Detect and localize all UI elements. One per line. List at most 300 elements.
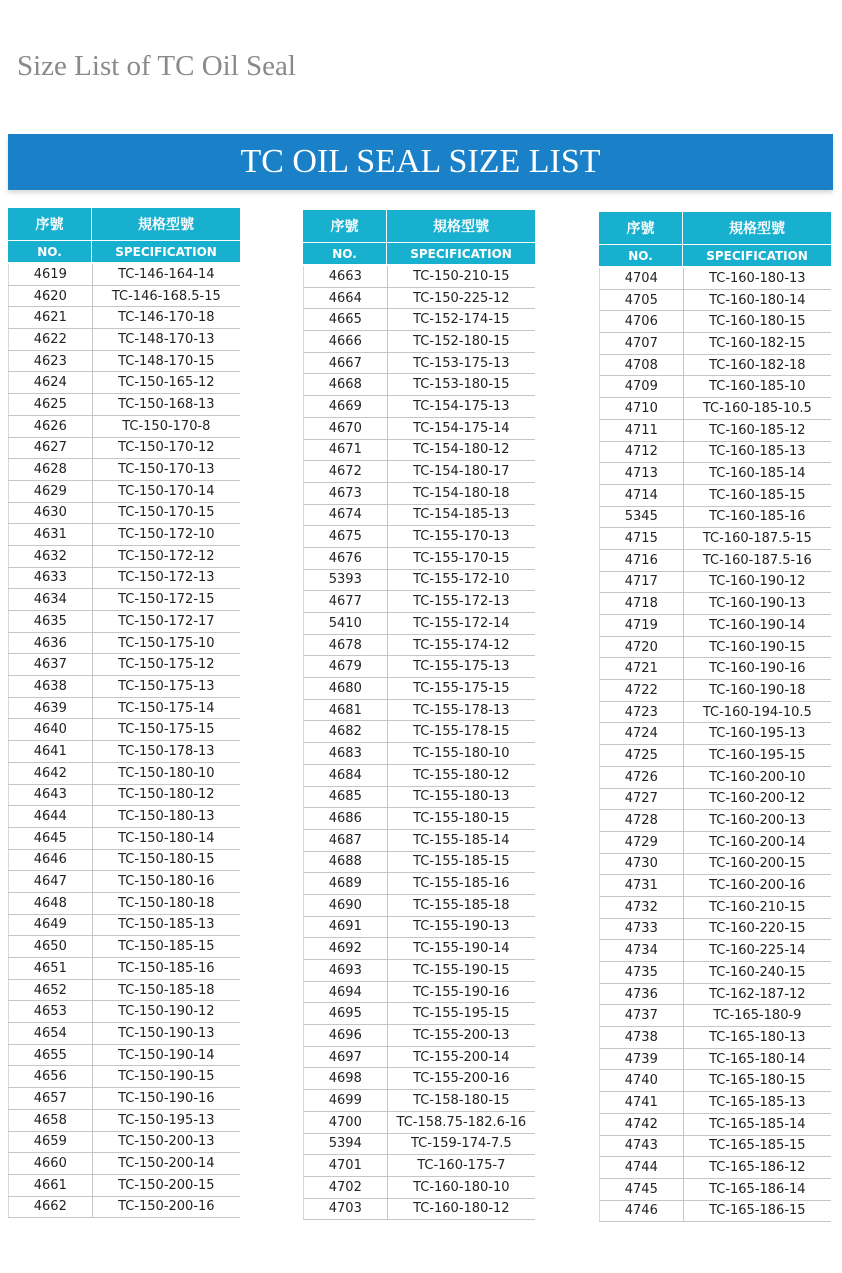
row-specification: TC-160-190-18 bbox=[709, 682, 806, 698]
row-number: 4634 bbox=[8, 589, 93, 610]
table-row bbox=[8, 893, 240, 915]
row-number: 4641 bbox=[8, 741, 93, 762]
row-specification: TC-165-180-13 bbox=[709, 1029, 806, 1045]
row-number: 5345 bbox=[599, 507, 684, 528]
table-body bbox=[8, 264, 240, 1218]
row-number: 4737 bbox=[599, 1005, 684, 1026]
table-row bbox=[8, 850, 240, 872]
row-number: 5394 bbox=[303, 1134, 388, 1155]
row-number: 4660 bbox=[8, 1153, 93, 1174]
row-number: 4712 bbox=[599, 442, 684, 463]
row-specification: TC-150-175-14 bbox=[118, 700, 215, 716]
banner-title: TC OIL SEAL SIZE LIST bbox=[240, 143, 601, 180]
row-specification: TC-150-190-12 bbox=[118, 1004, 215, 1020]
row-number: 4656 bbox=[8, 1066, 93, 1087]
table-row bbox=[8, 1110, 240, 1132]
row-number: 4732 bbox=[599, 897, 684, 918]
row-specification: TC-146-170-18 bbox=[118, 310, 215, 326]
row-number: 4670 bbox=[303, 418, 388, 439]
row-specification: TC-150-180-13 bbox=[118, 809, 215, 825]
row-specification: TC-155-180-13 bbox=[413, 789, 510, 805]
table-row bbox=[8, 459, 240, 481]
row-number: 4651 bbox=[8, 958, 93, 979]
table-row bbox=[599, 810, 831, 832]
row-number: 4643 bbox=[8, 785, 93, 806]
row-specification: TC-150-185-15 bbox=[118, 939, 215, 955]
table-row bbox=[303, 635, 535, 657]
row-number: 4647 bbox=[8, 871, 93, 892]
table-row bbox=[303, 960, 535, 982]
table-row bbox=[303, 765, 535, 787]
row-number: 4703 bbox=[303, 1199, 388, 1220]
table-row bbox=[599, 1114, 831, 1136]
row-specification: TC-148-170-13 bbox=[118, 331, 215, 347]
row-specification: TC-160-190-15 bbox=[709, 639, 806, 655]
row-specification: TC-160-210-15 bbox=[709, 899, 806, 915]
row-specification: TC-154-180-17 bbox=[413, 464, 510, 480]
table-row bbox=[8, 980, 240, 1002]
row-specification: TC-165-186-14 bbox=[709, 1181, 806, 1197]
row-number: 4649 bbox=[8, 915, 93, 936]
row-specification: TC-150-180-10 bbox=[118, 765, 215, 781]
row-number: 4678 bbox=[303, 635, 388, 656]
row-specification: TC-155-185-16 bbox=[413, 876, 510, 892]
header-spec-en: SPECIFICATION bbox=[92, 241, 240, 262]
row-specification: TC-155-175-15 bbox=[413, 680, 510, 696]
row-number: 4665 bbox=[303, 309, 388, 330]
table-header-en bbox=[599, 245, 831, 266]
row-number: 4718 bbox=[599, 593, 684, 614]
row-specification: TC-160-185-15 bbox=[709, 487, 806, 503]
row-number: 4691 bbox=[303, 917, 388, 938]
row-specification: TC-159-174-7.5 bbox=[411, 1136, 512, 1152]
row-specification: TC-160-182-18 bbox=[709, 357, 806, 373]
row-specification: TC-155-174-12 bbox=[413, 637, 510, 653]
row-specification: TC-160-185-10.5 bbox=[702, 400, 812, 416]
page-title: Size List of TC Oil Seal bbox=[17, 50, 296, 82]
row-specification: TC-155-190-15 bbox=[413, 962, 510, 978]
row-number: 4679 bbox=[303, 656, 388, 677]
row-number: 4652 bbox=[8, 980, 93, 1001]
row-number: 4633 bbox=[8, 568, 93, 589]
row-number: 4720 bbox=[599, 637, 684, 658]
table-row bbox=[599, 376, 831, 398]
table-row bbox=[303, 917, 535, 939]
table-row bbox=[8, 958, 240, 980]
table-row bbox=[8, 871, 240, 893]
row-number: 4645 bbox=[8, 828, 93, 849]
row-number: 4628 bbox=[8, 459, 93, 480]
table-header-cn bbox=[303, 210, 535, 242]
row-number: 4690 bbox=[303, 895, 388, 916]
row-specification: TC-165-185-15 bbox=[709, 1138, 806, 1154]
header-spec-cn: 規格型號 bbox=[683, 212, 831, 244]
row-number: 4730 bbox=[599, 854, 684, 875]
table-row bbox=[8, 264, 240, 286]
row-specification: TC-150-180-12 bbox=[118, 787, 215, 803]
row-specification: TC-146-164-14 bbox=[118, 266, 215, 282]
table-row bbox=[8, 286, 240, 308]
row-number: 4723 bbox=[599, 702, 684, 723]
row-number: 4724 bbox=[599, 723, 684, 744]
table-row bbox=[303, 461, 535, 483]
row-specification: TC-160-195-13 bbox=[709, 726, 806, 742]
table-row bbox=[599, 1070, 831, 1092]
row-specification: TC-150-180-18 bbox=[118, 895, 215, 911]
table-row bbox=[599, 1092, 831, 1114]
row-number: 4698 bbox=[303, 1068, 388, 1089]
table-row bbox=[303, 982, 535, 1004]
table-row bbox=[599, 355, 831, 377]
size-table-1 bbox=[8, 208, 240, 1218]
table-row bbox=[599, 1179, 831, 1201]
row-specification: TC-150-200-14 bbox=[118, 1156, 215, 1172]
row-number: 4646 bbox=[8, 850, 93, 871]
row-specification: TC-150-180-15 bbox=[118, 852, 215, 868]
row-number: 4671 bbox=[303, 440, 388, 461]
row-specification: TC-160-185-16 bbox=[709, 509, 806, 525]
row-specification: TC-155-185-15 bbox=[413, 854, 510, 870]
row-number: 4686 bbox=[303, 808, 388, 829]
row-number: 4639 bbox=[8, 698, 93, 719]
table-row bbox=[8, 1001, 240, 1023]
row-specification: TC-160-194-10.5 bbox=[702, 704, 812, 720]
row-specification: TC-150-180-16 bbox=[118, 874, 215, 890]
row-specification: TC-160-200-13 bbox=[709, 813, 806, 829]
table-row bbox=[8, 1066, 240, 1088]
row-number: 4745 bbox=[599, 1179, 684, 1200]
row-specification: TC-150-190-16 bbox=[118, 1090, 215, 1106]
row-number: 4736 bbox=[599, 984, 684, 1005]
row-specification: TC-155-170-13 bbox=[413, 529, 510, 545]
row-specification: TC-150-175-13 bbox=[118, 678, 215, 694]
table-row bbox=[599, 442, 831, 464]
table-body bbox=[303, 266, 535, 1220]
table-row bbox=[8, 633, 240, 655]
row-specification: TC-155-175-13 bbox=[413, 659, 510, 675]
table-row bbox=[599, 854, 831, 876]
row-number: 4711 bbox=[599, 420, 684, 441]
row-number: 4696 bbox=[303, 1025, 388, 1046]
header-no-en: NO. bbox=[8, 241, 92, 262]
table-row bbox=[303, 787, 535, 809]
row-specification: TC-160-200-15 bbox=[709, 856, 806, 872]
table-row bbox=[303, 331, 535, 353]
row-specification: TC-150-190-13 bbox=[118, 1025, 215, 1041]
row-specification: TC-150-225-12 bbox=[413, 290, 510, 306]
row-number: 4637 bbox=[8, 654, 93, 675]
row-specification: TC-150-172-15 bbox=[118, 592, 215, 608]
table-row bbox=[599, 615, 831, 637]
row-number: 4710 bbox=[599, 398, 684, 419]
row-number: 4688 bbox=[303, 852, 388, 873]
table-row bbox=[8, 351, 240, 373]
table-row bbox=[599, 398, 831, 420]
row-specification: TC-155-190-14 bbox=[413, 941, 510, 957]
row-specification: TC-150-165-12 bbox=[118, 375, 215, 391]
row-specification: TC-155-178-13 bbox=[413, 702, 510, 718]
row-number: 4697 bbox=[303, 1047, 388, 1068]
row-number: 4700 bbox=[303, 1112, 388, 1133]
table-row bbox=[303, 418, 535, 440]
table-row bbox=[599, 702, 831, 724]
row-number: 4663 bbox=[303, 266, 388, 287]
row-number: 4621 bbox=[8, 307, 93, 328]
row-number: 4630 bbox=[8, 503, 93, 524]
row-number: 4677 bbox=[303, 591, 388, 612]
table-row bbox=[599, 1027, 831, 1049]
row-specification: TC-153-175-13 bbox=[413, 355, 510, 371]
row-specification: TC-155-200-13 bbox=[413, 1027, 510, 1043]
row-specification: TC-160-200-12 bbox=[709, 791, 806, 807]
row-specification: TC-155-190-16 bbox=[413, 984, 510, 1000]
row-number: 4738 bbox=[599, 1027, 684, 1048]
row-specification: TC-165-185-14 bbox=[709, 1116, 806, 1132]
row-number: 4627 bbox=[8, 438, 93, 459]
row-specification: TC-160-182-15 bbox=[709, 335, 806, 351]
row-number: 4635 bbox=[8, 611, 93, 632]
table-row bbox=[599, 507, 831, 529]
row-number: 4667 bbox=[303, 353, 388, 374]
table-row bbox=[8, 785, 240, 807]
header-spec-cn: 規格型號 bbox=[92, 208, 240, 240]
table-row bbox=[8, 1045, 240, 1067]
row-specification: TC-154-175-13 bbox=[413, 398, 510, 414]
table-row bbox=[303, 396, 535, 418]
table-row bbox=[599, 528, 831, 550]
row-number: 4622 bbox=[8, 329, 93, 350]
row-specification: TC-150-200-13 bbox=[118, 1134, 215, 1150]
table-row bbox=[8, 416, 240, 438]
row-specification: TC-158-180-15 bbox=[413, 1092, 510, 1108]
row-number: 4692 bbox=[303, 938, 388, 959]
table-row bbox=[303, 548, 535, 570]
table-row bbox=[303, 852, 535, 874]
row-number: 4673 bbox=[303, 483, 388, 504]
row-number: 4684 bbox=[303, 765, 388, 786]
row-number: 4640 bbox=[8, 719, 93, 740]
size-table-2 bbox=[303, 210, 535, 1220]
row-number: 4717 bbox=[599, 572, 684, 593]
table-row bbox=[8, 741, 240, 763]
row-specification: TC-150-200-15 bbox=[118, 1177, 215, 1193]
row-specification: TC-150-170-15 bbox=[118, 505, 215, 521]
table-row bbox=[8, 307, 240, 329]
row-number: 4682 bbox=[303, 721, 388, 742]
table-row bbox=[303, 1068, 535, 1090]
table-row bbox=[599, 290, 831, 312]
row-specification: TC-154-175-14 bbox=[413, 420, 510, 436]
row-specification: TC-155-195-15 bbox=[413, 1006, 510, 1022]
row-number: 5393 bbox=[303, 570, 388, 591]
row-specification: TC-160-200-14 bbox=[709, 834, 806, 850]
row-number: 4729 bbox=[599, 832, 684, 853]
row-number: 4632 bbox=[8, 546, 93, 567]
row-number: 4742 bbox=[599, 1114, 684, 1135]
row-specification: TC-150-190-14 bbox=[118, 1047, 215, 1063]
row-specification: TC-160-190-16 bbox=[709, 661, 806, 677]
table-row bbox=[303, 526, 535, 548]
table-row bbox=[599, 875, 831, 897]
row-specification: TC-150-170-12 bbox=[118, 440, 215, 456]
row-number: 4642 bbox=[8, 763, 93, 784]
table-row bbox=[8, 936, 240, 958]
table-row bbox=[303, 613, 535, 635]
row-specification: TC-165-186-15 bbox=[709, 1203, 806, 1219]
row-number: 4672 bbox=[303, 461, 388, 482]
row-number: 4657 bbox=[8, 1088, 93, 1109]
table-row bbox=[599, 333, 831, 355]
row-number: 4623 bbox=[8, 351, 93, 372]
row-number: 4734 bbox=[599, 940, 684, 961]
row-specification: TC-165-185-13 bbox=[709, 1094, 806, 1110]
row-specification: TC-146-168.5-15 bbox=[111, 288, 221, 304]
table-row bbox=[599, 463, 831, 485]
table-row bbox=[8, 719, 240, 741]
row-specification: TC-154-180-12 bbox=[413, 442, 510, 458]
table-row bbox=[8, 438, 240, 460]
table-row bbox=[599, 1136, 831, 1158]
row-number: 4715 bbox=[599, 528, 684, 549]
row-specification: TC-165-180-9 bbox=[713, 1008, 802, 1024]
row-specification: TC-160-220-15 bbox=[709, 921, 806, 937]
row-number: 4666 bbox=[303, 331, 388, 352]
table-row bbox=[303, 374, 535, 396]
row-specification: TC-160-185-14 bbox=[709, 466, 806, 482]
table-row bbox=[8, 568, 240, 590]
table-row bbox=[599, 658, 831, 680]
row-specification: TC-150-172-10 bbox=[118, 527, 215, 543]
row-specification: TC-160-200-10 bbox=[709, 769, 806, 785]
row-number: 4658 bbox=[8, 1110, 93, 1131]
table-row bbox=[8, 698, 240, 720]
row-number: 4726 bbox=[599, 767, 684, 788]
row-specification: TC-154-180-18 bbox=[413, 485, 510, 501]
table-row bbox=[599, 1005, 831, 1027]
row-number: 4624 bbox=[8, 372, 93, 393]
header-no-cn: 序號 bbox=[599, 212, 683, 244]
table-row bbox=[303, 1155, 535, 1177]
row-specification: TC-150-170-13 bbox=[118, 462, 215, 478]
table-row bbox=[8, 546, 240, 568]
row-specification: TC-150-172-12 bbox=[118, 548, 215, 564]
row-specification: TC-160-200-16 bbox=[709, 878, 806, 894]
table-row bbox=[8, 611, 240, 633]
table-row bbox=[8, 503, 240, 525]
row-specification: TC-160-180-13 bbox=[709, 270, 806, 286]
table-row bbox=[303, 505, 535, 527]
table-row bbox=[599, 832, 831, 854]
row-specification: TC-165-180-14 bbox=[709, 1051, 806, 1067]
header-spec-cn: 規格型號 bbox=[387, 210, 535, 242]
row-number: 4693 bbox=[303, 960, 388, 981]
size-table-3 bbox=[599, 212, 831, 1222]
row-number: 4706 bbox=[599, 311, 684, 332]
row-specification: TC-150-185-16 bbox=[118, 960, 215, 976]
table-row bbox=[599, 1201, 831, 1223]
table-row bbox=[8, 654, 240, 676]
row-specification: TC-160-185-13 bbox=[709, 444, 806, 460]
table-row bbox=[8, 1088, 240, 1110]
table-row bbox=[303, 656, 535, 678]
row-specification: TC-160-240-15 bbox=[709, 964, 806, 980]
table-row bbox=[8, 1197, 240, 1219]
row-number: 4636 bbox=[8, 633, 93, 654]
row-number: 4716 bbox=[599, 550, 684, 571]
row-number: 4709 bbox=[599, 376, 684, 397]
row-specification: TC-160-175-7 bbox=[417, 1158, 506, 1174]
table-row bbox=[303, 288, 535, 310]
table-row bbox=[599, 919, 831, 941]
table-row bbox=[8, 806, 240, 828]
row-number: 4722 bbox=[599, 680, 684, 701]
table-row bbox=[599, 593, 831, 615]
row-specification: TC-160-195-15 bbox=[709, 747, 806, 763]
table-row bbox=[599, 767, 831, 789]
row-specification: TC-150-185-13 bbox=[118, 917, 215, 933]
row-specification: TC-150-190-15 bbox=[118, 1069, 215, 1085]
row-specification: TC-155-170-15 bbox=[413, 550, 510, 566]
table-row bbox=[599, 680, 831, 702]
table-row bbox=[599, 940, 831, 962]
row-specification: TC-154-185-13 bbox=[413, 507, 510, 523]
row-number: 4650 bbox=[8, 936, 93, 957]
row-number: 4619 bbox=[8, 264, 93, 285]
row-specification: TC-153-180-15 bbox=[413, 377, 510, 393]
table-row bbox=[8, 372, 240, 394]
table-row bbox=[8, 1175, 240, 1197]
row-specification: TC-160-225-14 bbox=[709, 943, 806, 959]
row-number: 4735 bbox=[599, 962, 684, 983]
table-row bbox=[303, 721, 535, 743]
row-specification: TC-150-185-18 bbox=[118, 982, 215, 998]
row-specification: TC-160-185-10 bbox=[709, 379, 806, 395]
table-header-en bbox=[8, 241, 240, 262]
table-header-cn bbox=[8, 208, 240, 240]
row-specification: TC-160-187.5-16 bbox=[702, 552, 812, 568]
table-row bbox=[599, 420, 831, 442]
row-specification: TC-155-172-13 bbox=[413, 594, 510, 610]
table-row bbox=[599, 311, 831, 333]
table-row bbox=[303, 1047, 535, 1069]
table-row bbox=[8, 676, 240, 698]
table-row bbox=[8, 1153, 240, 1175]
row-specification: TC-150-172-13 bbox=[118, 570, 215, 586]
table-header-cn bbox=[599, 212, 831, 244]
row-number: 4655 bbox=[8, 1045, 93, 1066]
table-row bbox=[303, 1090, 535, 1112]
table-row bbox=[303, 678, 535, 700]
row-number: 4664 bbox=[303, 288, 388, 309]
row-specification: TC-150-170-14 bbox=[118, 483, 215, 499]
table-row bbox=[303, 591, 535, 613]
row-number: 4743 bbox=[599, 1136, 684, 1157]
table-row bbox=[599, 485, 831, 507]
row-specification: TC-160-180-15 bbox=[709, 314, 806, 330]
row-specification: TC-155-180-10 bbox=[413, 745, 510, 761]
header-spec-en: SPECIFICATION bbox=[387, 243, 535, 264]
row-number: 4721 bbox=[599, 658, 684, 679]
table-row bbox=[599, 268, 831, 290]
table-row bbox=[303, 700, 535, 722]
row-number: 4669 bbox=[303, 396, 388, 417]
table-row bbox=[599, 637, 831, 659]
row-number: 4699 bbox=[303, 1090, 388, 1111]
row-number: 4713 bbox=[599, 463, 684, 484]
row-number: 4674 bbox=[303, 505, 388, 526]
header-no-en: NO. bbox=[303, 243, 387, 264]
table-row bbox=[8, 763, 240, 785]
